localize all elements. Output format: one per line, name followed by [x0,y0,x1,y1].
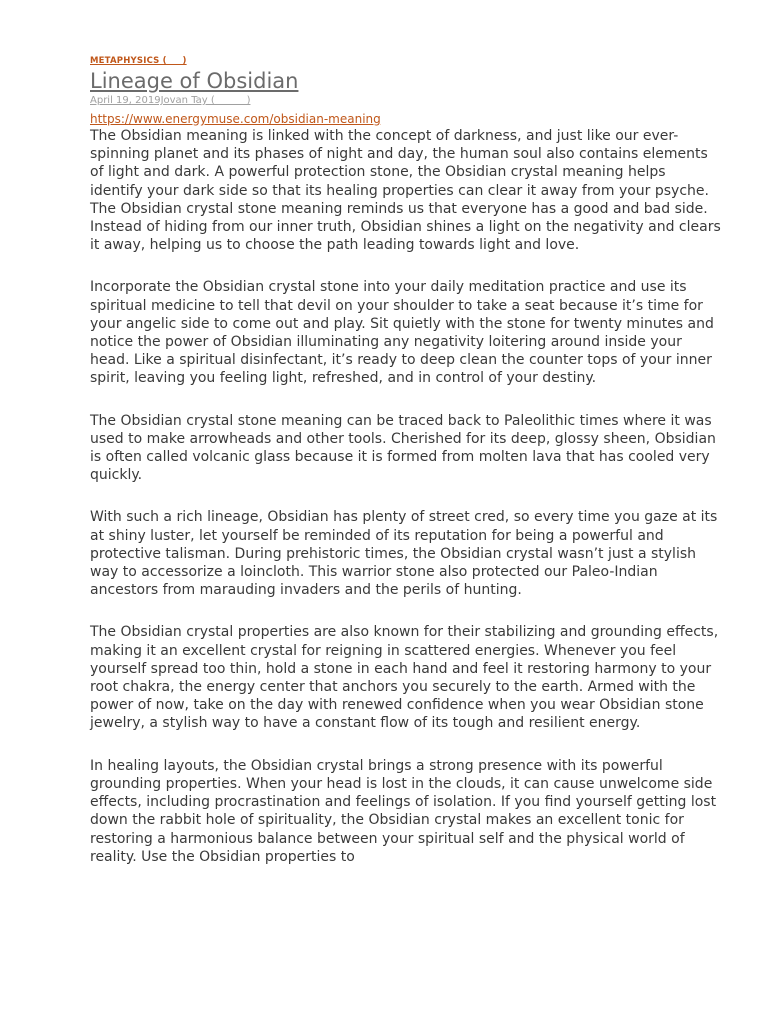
article-title[interactable]: Lineage of Obsidian [90,69,299,93]
article-meta[interactable]: April 19, 2019Jovan Tay ( ) [90,95,251,106]
paragraph-1: The Obsidian meaning is linked with the concept of darkness, and just like our ever-spinning planet and its phases of night and day, the human soul also contains elements of light and dark. A powerful protection stone, the Obsidian crystal meaning helps identify your dark side so that its healing properties can clear it away from your psyche. The Obsidian crystal stone meaning reminds us that everyone has a good and bad side. Instead of hiding from our inner truth, Obsidian shines a light on the negativity and clears it away, helping us to choose the path leading towards light and love. [90,128,721,254]
paragraph-4: With such a rich lineage, Obsidian has plenty of street cred, so every time you gaze at its at shiny luster, let yourself be reminded of its reputation for being a powerful and protective talisman. During prehistoric times, the Obsidian crystal wasn’t just a stylish way to accessorize a loincloth. This warrior stone also protected our Paleo-Indian ancestors from marauding invaders and the perils of hunting. [90,509,718,599]
article-body [90,127,722,866]
category-link[interactable]: METAPHYSICS ( ) [90,56,187,66]
paragraph-5: The Obsidian crystal properties are also known for their stabilizing and grounding effects, making it an excellent crystal for reigning in scattered energies. Whenever you feel yourself spread too thin, hold a stone in each hand and feel it restoring harmony to your root chakra, the energy center that anchors you securely to the earth. Armed with the power of now, take on the day with renewed confidence when you wear Obsidian stone jewelry, a stylish way to have a constant flow of its tough and resilient energy. [90,624,719,732]
article [90,55,722,890]
source-link[interactable]: https://www.energymuse.com/obsidian-meaning [90,112,381,126]
paragraph-3: The Obsidian crystal stone meaning can be traced back to Paleolithic times where it was used to make arrowheads and other tools. Cherished for its deep, glossy sheen, Obsidian is often called volcanic glass because it is formed from molten lava that has cooled very quickly. [90,412,716,484]
paragraph-6: In healing layouts, the Obsidian crystal brings a strong presence with its powerful grounding properties. When your head is lost in the clouds, it can cause unwelcome side effects, including procrastination and feelings of isolation. If you find yourself getting lost down the rabbit hole of spirituality, the Obsidian crystal makes an excellent tonic for restoring a harmonious balance between your spiritual self and the physical world of reality. Use the Obsidian properties to [90,757,717,865]
paragraph-2: Incorporate the Obsidian crystal stone into your daily meditation practice and use its spiritual medicine to tell that devil on your shoulder to take a seat because it’s time for your angelic side to come out and play. Sit quietly with the stone for twenty minutes and notice the power of Obsidian illuminating any negativity loitering around inside your head. Like a spiritual disinfectant, it’s ready to deep clean the counter tops of your inner spirit, leaving you feeling light, refreshed, and in control of your destiny. [90,279,714,387]
